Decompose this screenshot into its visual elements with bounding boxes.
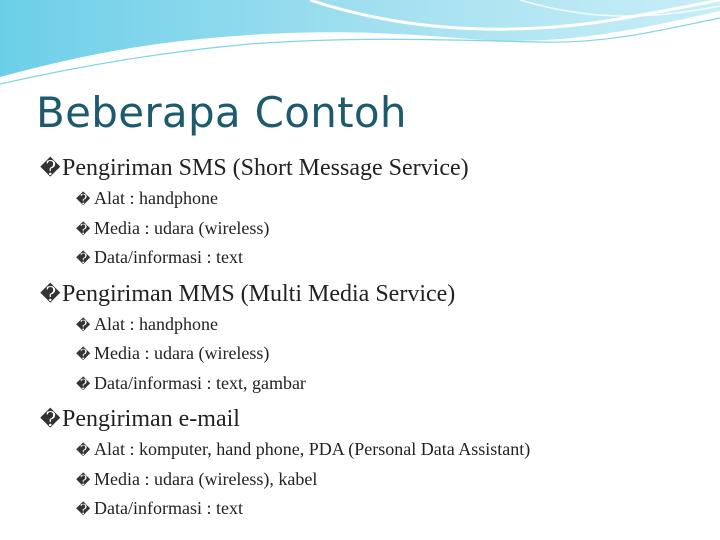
sub-bullet-icon: � xyxy=(76,473,91,489)
sub-bullet-icon: � xyxy=(76,503,91,518)
section-email xyxy=(40,403,710,525)
sub-bullet-icon: � xyxy=(76,377,91,393)
sub-bullet-text: Media : udara (wireless) xyxy=(94,343,270,363)
sub-bullet xyxy=(40,466,710,496)
sub-bullet xyxy=(40,436,710,466)
sub-bullet-text: Media : udara (wireless), kabel xyxy=(94,468,318,489)
section-sms xyxy=(40,152,710,274)
sub-bullet xyxy=(40,215,710,245)
sub-bullet-icon: � xyxy=(76,318,91,334)
bullet-icon: � xyxy=(40,409,61,431)
sub-bullet xyxy=(40,370,710,400)
heading-text: Pengiriman MMS (Multi Media Service) xyxy=(62,280,456,307)
sub-bullet-text: Data/informasi : text xyxy=(94,247,243,267)
sub-bullet-icon: � xyxy=(76,193,91,208)
sub-bullet-text: Alat : handphone xyxy=(94,313,218,334)
section-mms xyxy=(40,278,710,400)
slide-title: Beberapa Contoh xyxy=(36,88,407,137)
sub-bullet-icon: � xyxy=(76,252,91,267)
sub-bullet-text: Data/informasi : text, gambar xyxy=(94,372,306,393)
slide-content xyxy=(40,152,710,525)
sub-bullet-icon: � xyxy=(76,222,91,238)
header-wave-decoration xyxy=(0,0,720,90)
sub-bullet-text: Media : udara (wireless) xyxy=(94,217,270,238)
bullet-heading xyxy=(40,152,710,185)
sub-bullet-text: Alat : handphone xyxy=(94,188,218,208)
sub-bullet-text: Data/informasi : text xyxy=(94,498,243,518)
bullet-icon: � xyxy=(40,158,61,180)
bullet-heading xyxy=(40,278,710,311)
sub-bullet-text: Alat : komputer, hand phone, PDA (Personal Data Assistant) xyxy=(94,439,531,459)
sub-bullet xyxy=(40,311,710,341)
heading-text: Pengiriman SMS (Short Message Service) xyxy=(62,155,469,181)
sub-bullet xyxy=(40,340,710,370)
bullet-icon: � xyxy=(40,283,61,306)
heading-text: Pengiriman e-mail xyxy=(62,406,240,432)
sub-bullet-icon: � xyxy=(76,348,91,363)
bullet-heading xyxy=(40,403,710,436)
sub-bullet xyxy=(40,185,710,215)
sub-bullet xyxy=(40,495,710,525)
sub-bullet-icon: � xyxy=(76,444,91,459)
sub-bullet xyxy=(40,244,710,274)
